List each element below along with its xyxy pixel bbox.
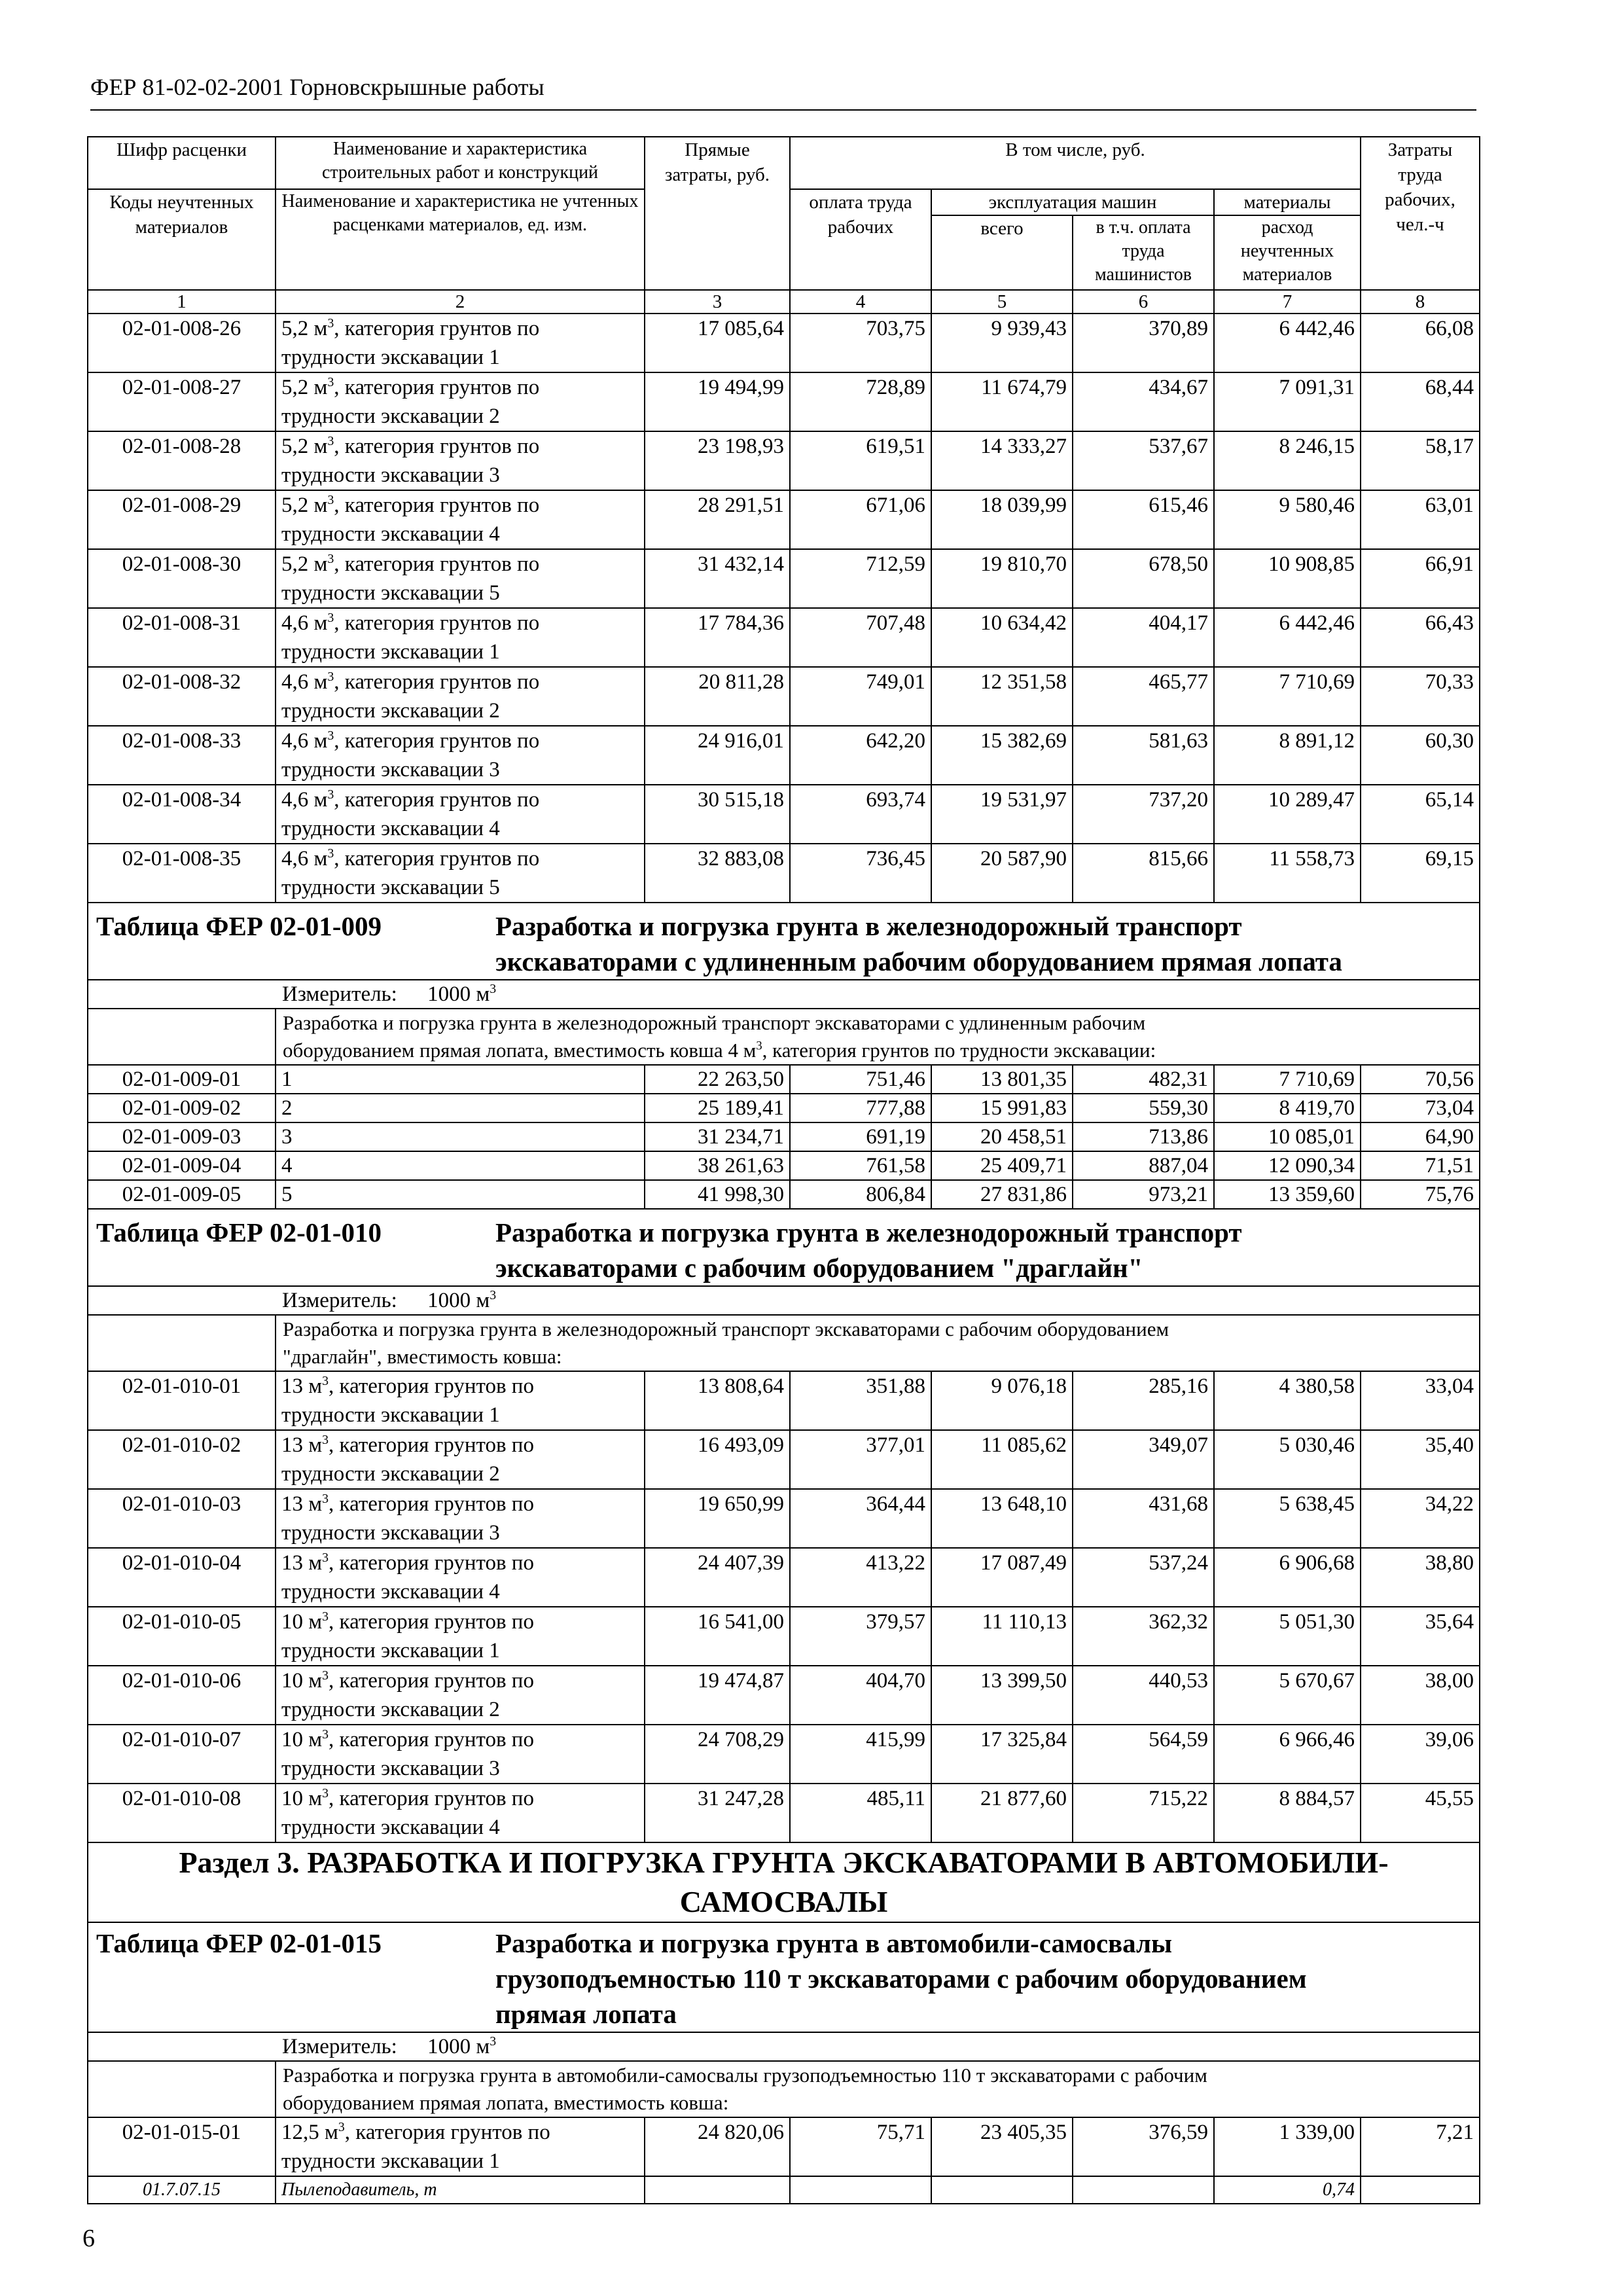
machine-cost: 10 634,42 bbox=[931, 608, 1073, 667]
machinist-pay: 440,53 bbox=[1073, 1666, 1214, 1725]
labor-hours: 66,08 bbox=[1361, 314, 1480, 372]
machinist-pay: 434,67 bbox=[1073, 372, 1214, 431]
labor-pay: 736,45 bbox=[790, 844, 931, 903]
machine-cost: 17 087,49 bbox=[931, 1548, 1073, 1607]
meter-label: Измеритель: bbox=[282, 1289, 397, 1312]
labor-hours: 7,21 bbox=[1361, 2117, 1480, 2176]
col-incl-header: В том числе, руб. bbox=[790, 137, 1361, 189]
labor-pay: 619,51 bbox=[790, 431, 931, 490]
table-row bbox=[88, 1725, 1480, 1784]
labor-hours: 65,14 bbox=[1361, 785, 1480, 844]
labor-hours: 35,40 bbox=[1361, 1430, 1480, 1489]
direct-cost: 17 085,64 bbox=[645, 314, 790, 372]
machinist-pay: 815,66 bbox=[1073, 844, 1214, 903]
table-015-desc: прямая лопата bbox=[495, 1999, 677, 2029]
table-009-desc: Разработка и погрузка грунта в железнодорожный транспорт bbox=[495, 911, 1242, 941]
rate-name: 12,5 $м^3$, категория грунтов по трудности экскавации 1 bbox=[276, 2117, 645, 2176]
resource-qty: 0,74 bbox=[1214, 2176, 1361, 2204]
machinist-pay: 973,21 bbox=[1073, 1180, 1214, 1209]
machinist-pay: 713,86 bbox=[1073, 1122, 1214, 1151]
rate-name: 1 bbox=[276, 1065, 645, 1094]
table-row bbox=[88, 1065, 1480, 1094]
rate-name: 13 $м^3$, категория грунтов по трудности экскавации 1 bbox=[276, 1371, 645, 1430]
column-number: 6 bbox=[1073, 290, 1214, 314]
rate-code: 02-01-010-02 bbox=[88, 1430, 276, 1489]
table-row bbox=[88, 667, 1480, 726]
column-number: 7 bbox=[1214, 290, 1361, 314]
direct-cost: 38 261,63 bbox=[645, 1151, 790, 1180]
materials-cost: 10 085,01 bbox=[1214, 1122, 1361, 1151]
direct-cost: 25 189,41 bbox=[645, 1094, 790, 1122]
materials-cost: 8 891,12 bbox=[1214, 726, 1361, 785]
materials-cost: 6 442,46 bbox=[1214, 608, 1361, 667]
direct-cost: 23 198,93 bbox=[645, 431, 790, 490]
machine-cost: 20 458,51 bbox=[931, 1122, 1073, 1151]
materials-cost: 5 670,67 bbox=[1214, 1666, 1361, 1725]
meter-value: 1000 $м^3$ bbox=[427, 2034, 497, 2058]
section-title: САМОСВАЛЫ bbox=[679, 1885, 888, 1918]
direct-cost: 41 998,30 bbox=[645, 1180, 790, 1209]
direct-cost: 24 916,01 bbox=[645, 726, 790, 785]
col-direct-header: Прямые затраты, руб. bbox=[645, 137, 790, 290]
col-res-name-header: Наименование и характеристика не учтенных расценками материалов, ед. изм. bbox=[276, 189, 645, 290]
labor-pay: 379,57 bbox=[790, 1607, 931, 1666]
intro-text: Разработка и погрузка грунта в автомобили-самосвалы грузоподъемностью 110 т экскаваторами с рабочим bbox=[283, 2064, 1207, 2087]
machine-cost: 18 039,99 bbox=[931, 490, 1073, 549]
direct-cost: 31 432,14 bbox=[645, 549, 790, 608]
machinist-pay: 537,24 bbox=[1073, 1548, 1214, 1607]
header-row-1 bbox=[88, 137, 1480, 189]
table-row bbox=[88, 1666, 1480, 1725]
machinist-pay: 564,59 bbox=[1073, 1725, 1214, 1784]
machinist-pay: 581,63 bbox=[1073, 726, 1214, 785]
direct-cost: 24 708,29 bbox=[645, 1725, 790, 1784]
machine-cost: 13 801,35 bbox=[931, 1065, 1073, 1094]
labor-pay: 351,88 bbox=[790, 1371, 931, 1430]
machine-cost: 21 877,60 bbox=[931, 1784, 1073, 1842]
rate-code: 02-01-008-32 bbox=[88, 667, 276, 726]
machine-cost: 13 399,50 bbox=[931, 1666, 1073, 1725]
labor-hours: 35,64 bbox=[1361, 1607, 1480, 1666]
labor-pay: 671,06 bbox=[790, 490, 931, 549]
rate-code: 02-01-009-04 bbox=[88, 1151, 276, 1180]
meter-label: Измеритель: bbox=[282, 2035, 397, 2058]
rate-code: 02-01-009-02 bbox=[88, 1094, 276, 1122]
rate-code: 02-01-010-01 bbox=[88, 1371, 276, 1430]
table-row bbox=[88, 372, 1480, 431]
machinist-pay: 482,31 bbox=[1073, 1065, 1214, 1094]
col-name-header: Наименование и характеристика строительных работ и конструкций bbox=[276, 137, 645, 189]
machine-cost: 20 587,90 bbox=[931, 844, 1073, 903]
table-row bbox=[88, 1607, 1480, 1666]
col-res-code-header: Коды неучтенных материалов bbox=[88, 189, 276, 290]
materials-cost: 12 090,34 bbox=[1214, 1151, 1361, 1180]
intro-text: "драглайн", вместимость ковша: bbox=[283, 1345, 562, 1368]
labor-pay: 377,01 bbox=[790, 1430, 931, 1489]
rate-code: 02-01-010-05 bbox=[88, 1607, 276, 1666]
rate-code: 02-01-008-27 bbox=[88, 372, 276, 431]
column-number: 1 bbox=[88, 290, 276, 314]
direct-cost: 17 784,36 bbox=[645, 608, 790, 667]
labor-pay: 703,75 bbox=[790, 314, 931, 372]
table-row bbox=[88, 2117, 1480, 2176]
labor-hours: 69,15 bbox=[1361, 844, 1480, 903]
table-015-desc: Разработка и погрузка грунта в автомобили-самосвалы bbox=[495, 1928, 1173, 1958]
rates-table bbox=[87, 136, 1480, 2204]
labor-hours: 66,91 bbox=[1361, 549, 1480, 608]
direct-cost: 19 650,99 bbox=[645, 1489, 790, 1548]
materials-cost: 9 580,46 bbox=[1214, 490, 1361, 549]
materials-cost: 5 638,45 bbox=[1214, 1489, 1361, 1548]
table-row bbox=[88, 549, 1480, 608]
table-009-intro bbox=[88, 1009, 1480, 1065]
rate-code: 02-01-008-31 bbox=[88, 608, 276, 667]
machine-cost: 14 333,27 bbox=[931, 431, 1073, 490]
rate-name: 10 $м^3$, категория грунтов по трудности экскавации 3 bbox=[276, 1725, 645, 1784]
table-row bbox=[88, 844, 1480, 903]
labor-pay: 404,70 bbox=[790, 1666, 931, 1725]
rate-name: 10 $м^3$, категория грунтов по трудности экскавации 1 bbox=[276, 1607, 645, 1666]
direct-cost: 28 291,51 bbox=[645, 490, 790, 549]
page-header: ФЕР 81-02-02-2001 Горновскрышные работы bbox=[90, 74, 544, 100]
machine-cost: 15 991,83 bbox=[931, 1094, 1073, 1122]
header-rule bbox=[90, 109, 1476, 111]
machine-cost: 25 409,71 bbox=[931, 1151, 1073, 1180]
rate-name: 10 $м^3$, категория грунтов по трудности экскавации 2 bbox=[276, 1666, 645, 1725]
machine-cost: 17 325,84 bbox=[931, 1725, 1073, 1784]
column-number: 3 bbox=[645, 290, 790, 314]
materials-cost: 5 051,30 bbox=[1214, 1607, 1361, 1666]
rate-name: 13 $м^3$, категория грунтов по трудности экскавации 3 bbox=[276, 1489, 645, 1548]
labor-pay: 751,46 bbox=[790, 1065, 931, 1094]
labor-hours: 38,80 bbox=[1361, 1548, 1480, 1607]
machine-cost: 11 085,62 bbox=[931, 1430, 1073, 1489]
section-3-heading bbox=[88, 1842, 1480, 1922]
meter-label: Измеритель: bbox=[282, 982, 397, 1006]
materials-cost: 8 246,15 bbox=[1214, 431, 1361, 490]
labor-hours: 34,22 bbox=[1361, 1489, 1480, 1548]
rate-name: 4,6 $м^3$, категория грунтов по трудности экскавации 2 bbox=[276, 667, 645, 726]
labor-pay: 364,44 bbox=[790, 1489, 931, 1548]
labor-hours: 64,90 bbox=[1361, 1122, 1480, 1151]
machinist-pay: 376,59 bbox=[1073, 2117, 1214, 2176]
table-010-name: Таблица ФЕР 02-01-010 bbox=[96, 1217, 382, 1247]
rate-code: 02-01-008-26 bbox=[88, 314, 276, 372]
machine-cost: 19 531,97 bbox=[931, 785, 1073, 844]
labor-pay: 749,01 bbox=[790, 667, 931, 726]
table-015-name: Таблица ФЕР 02-01-015 bbox=[96, 1928, 382, 1958]
materials-cost: 5 030,46 bbox=[1214, 1430, 1361, 1489]
machinist-pay: 559,30 bbox=[1073, 1094, 1214, 1122]
table-009-desc: экскаваторами с удлиненным рабочим оборудованием прямая лопата bbox=[495, 946, 1342, 977]
labor-hours: 63,01 bbox=[1361, 490, 1480, 549]
table-row bbox=[88, 1784, 1480, 1842]
materials-cost: 7 710,69 bbox=[1214, 1065, 1361, 1094]
rate-code: 02-01-008-28 bbox=[88, 431, 276, 490]
rate-code: 02-01-010-07 bbox=[88, 1725, 276, 1784]
table-row bbox=[88, 1489, 1480, 1548]
labor-pay: 712,59 bbox=[790, 549, 931, 608]
machinist-pay: 362,32 bbox=[1073, 1607, 1214, 1666]
table-row bbox=[88, 1151, 1480, 1180]
column-number: 8 bbox=[1361, 290, 1480, 314]
table-010-desc: Разработка и погрузка грунта в железнодорожный транспорт bbox=[495, 1217, 1242, 1247]
rate-code: 02-01-010-04 bbox=[88, 1548, 276, 1607]
rows-009 bbox=[88, 1065, 1480, 1209]
machine-cost: 11 110,13 bbox=[931, 1607, 1073, 1666]
intro-text: оборудованием прямая лопата, вместимость ковша: bbox=[283, 2091, 729, 2114]
col-labor-header: Затраты труда рабочих, чел.-ч bbox=[1361, 137, 1480, 290]
table-015-intro bbox=[88, 2061, 1480, 2117]
labor-hours: 75,76 bbox=[1361, 1180, 1480, 1209]
table-row bbox=[88, 1180, 1480, 1209]
col-mach-pay-header: в т.ч. оплата труда машинистов bbox=[1073, 215, 1214, 290]
labor-pay: 413,22 bbox=[790, 1548, 931, 1607]
labor-hours: 68,44 bbox=[1361, 372, 1480, 431]
labor-pay: 806,84 bbox=[790, 1180, 931, 1209]
col-machines-header: эксплуатация машин bbox=[931, 189, 1214, 215]
column-number: 2 bbox=[276, 290, 645, 314]
materials-cost: 6 966,46 bbox=[1214, 1725, 1361, 1784]
rate-name: 3 bbox=[276, 1122, 645, 1151]
machinist-pay: 887,04 bbox=[1073, 1151, 1214, 1180]
rows-010 bbox=[88, 1371, 1480, 1842]
materials-cost: 10 908,85 bbox=[1214, 549, 1361, 608]
table-015-title bbox=[88, 1922, 1480, 2032]
direct-cost: 20 811,28 bbox=[645, 667, 790, 726]
direct-cost: 31 234,71 bbox=[645, 1122, 790, 1151]
direct-cost: 22 263,50 bbox=[645, 1065, 790, 1094]
machinist-pay: 349,07 bbox=[1073, 1430, 1214, 1489]
labor-hours: 38,00 bbox=[1361, 1666, 1480, 1725]
labor-pay: 728,89 bbox=[790, 372, 931, 431]
direct-cost: 24 407,39 bbox=[645, 1548, 790, 1607]
materials-cost: 7 710,69 bbox=[1214, 667, 1361, 726]
table-row bbox=[88, 431, 1480, 490]
table-010-desc: экскаваторами с рабочим оборудованием "драглайн" bbox=[495, 1253, 1143, 1283]
labor-pay: 761,58 bbox=[790, 1151, 931, 1180]
labor-pay: 691,19 bbox=[790, 1122, 931, 1151]
materials-cost: 7 091,31 bbox=[1214, 372, 1361, 431]
rate-code: 02-01-009-03 bbox=[88, 1122, 276, 1151]
machine-cost: 19 810,70 bbox=[931, 549, 1073, 608]
labor-pay: 707,48 bbox=[790, 608, 931, 667]
rate-code: 02-01-009-05 bbox=[88, 1180, 276, 1209]
machinist-pay: 737,20 bbox=[1073, 785, 1214, 844]
labor-hours: 71,51 bbox=[1361, 1151, 1480, 1180]
machinist-pay: 678,50 bbox=[1073, 549, 1214, 608]
machine-cost: 9 939,43 bbox=[931, 314, 1073, 372]
labor-hours: 70,33 bbox=[1361, 667, 1480, 726]
rate-code: 02-01-010-06 bbox=[88, 1666, 276, 1725]
resource-code: 01.7.07.15 bbox=[88, 2176, 276, 2204]
rate-name: 5,2 $м^3$, категория грунтов по трудности экскавации 2 bbox=[276, 372, 645, 431]
rate-code: 02-01-010-03 bbox=[88, 1489, 276, 1548]
table-row bbox=[88, 608, 1480, 667]
column-numbers-row bbox=[88, 290, 1480, 314]
rate-code: 02-01-008-35 bbox=[88, 844, 276, 903]
labor-pay: 415,99 bbox=[790, 1725, 931, 1784]
labor-hours: 60,30 bbox=[1361, 726, 1480, 785]
direct-cost: 16 493,09 bbox=[645, 1430, 790, 1489]
direct-cost: 31 247,28 bbox=[645, 1784, 790, 1842]
intro-text: оборудованием прямая лопата, вместимость ковша 4 $м^3$, категория грунтов по трудности экскавации: bbox=[283, 1039, 1156, 1062]
table-015-desc: грузоподъемностью 110 т экскаваторами с рабочим оборудованием bbox=[495, 1964, 1307, 1994]
rate-name: 10 $м^3$, категория грунтов по трудности экскавации 4 bbox=[276, 1784, 645, 1842]
rate-name: 5,2 $м^3$, категория грунтов по трудности экскавации 1 bbox=[276, 314, 645, 372]
materials-cost: 1 339,00 bbox=[1214, 2117, 1361, 2176]
page-number: 6 bbox=[82, 2225, 95, 2252]
labor-hours: 45,55 bbox=[1361, 1784, 1480, 1842]
intro-text: Разработка и погрузка грунта в железнодорожный транспорт экскаваторами с рабочим оборудованием bbox=[283, 1318, 1169, 1340]
rate-name: 4,6 $м^3$, категория грунтов по трудности экскавации 4 bbox=[276, 785, 645, 844]
machinist-pay: 431,68 bbox=[1073, 1489, 1214, 1548]
materials-cost: 10 289,47 bbox=[1214, 785, 1361, 844]
table-row bbox=[88, 1122, 1480, 1151]
direct-cost: 19 494,99 bbox=[645, 372, 790, 431]
machinist-pay: 537,67 bbox=[1073, 431, 1214, 490]
materials-cost: 4 380,58 bbox=[1214, 1371, 1361, 1430]
machine-cost: 9 076,18 bbox=[931, 1371, 1073, 1430]
rate-code: 02-01-008-34 bbox=[88, 785, 276, 844]
table-row bbox=[88, 1094, 1480, 1122]
labor-hours: 33,04 bbox=[1361, 1371, 1480, 1430]
column-number: 5 bbox=[931, 290, 1073, 314]
rate-name: 4,6 $м^3$, категория грунтов по трудности экскавации 5 bbox=[276, 844, 645, 903]
machinist-pay: 285,16 bbox=[1073, 1371, 1214, 1430]
machinist-pay: 465,77 bbox=[1073, 667, 1214, 726]
machine-cost: 13 648,10 bbox=[931, 1489, 1073, 1548]
machinist-pay: 715,22 bbox=[1073, 1784, 1214, 1842]
section-title: Раздел 3. РАЗРАБОТКА И ПОГРУЗКА ГРУНТА ЭКСКАВАТОРАМИ В АВТОМОБИЛИ- bbox=[179, 1846, 1389, 1879]
rate-name: 13 $м^3$, категория грунтов по трудности экскавации 2 bbox=[276, 1430, 645, 1489]
labor-pay: 642,20 bbox=[790, 726, 931, 785]
labor-pay: 485,11 bbox=[790, 1784, 931, 1842]
rate-name: 2 bbox=[276, 1094, 645, 1122]
table-row bbox=[88, 490, 1480, 549]
table-010-intro bbox=[88, 1315, 1480, 1371]
rate-code: 02-01-008-30 bbox=[88, 549, 276, 608]
rows-008 bbox=[88, 314, 1480, 903]
col-materials-header: материалы bbox=[1214, 189, 1361, 215]
meter-value: 1000 $м^3$ bbox=[427, 1288, 497, 1312]
direct-cost: 24 820,06 bbox=[645, 2117, 790, 2176]
col-labor-pay-header: оплата труда рабочих bbox=[790, 189, 931, 290]
rate-name: 5,2 $м^3$, категория грунтов по трудности экскавации 3 bbox=[276, 431, 645, 490]
rate-name: 4,6 $м^3$, категория грунтов по трудности экскавации 1 bbox=[276, 608, 645, 667]
materials-cost: 8 419,70 bbox=[1214, 1094, 1361, 1122]
col-code-header: Шифр расценки bbox=[88, 137, 276, 189]
machinist-pay: 615,46 bbox=[1073, 490, 1214, 549]
intro-text: Разработка и погрузка грунта в железнодорожный транспорт экскаваторами с удлиненным рабочим bbox=[283, 1011, 1146, 1034]
table-row bbox=[88, 785, 1480, 844]
rate-code: 02-01-008-33 bbox=[88, 726, 276, 785]
labor-hours: 70,56 bbox=[1361, 1065, 1480, 1094]
materials-cost: 8 884,57 bbox=[1214, 1784, 1361, 1842]
materials-cost: 13 359,60 bbox=[1214, 1180, 1361, 1209]
rate-code: 02-01-008-29 bbox=[88, 490, 276, 549]
labor-hours: 39,06 bbox=[1361, 1725, 1480, 1784]
rate-name: 4,6 $м^3$, категория грунтов по трудности экскавации 3 bbox=[276, 726, 645, 785]
machine-cost: 15 382,69 bbox=[931, 726, 1073, 785]
rate-name: 13 $м^3$, категория грунтов по трудности экскавации 4 bbox=[276, 1548, 645, 1607]
machine-cost: 11 674,79 bbox=[931, 372, 1073, 431]
resource-row bbox=[88, 2176, 1480, 2204]
direct-cost: 32 883,08 bbox=[645, 844, 790, 903]
direct-cost: 30 515,18 bbox=[645, 785, 790, 844]
direct-cost: 19 474,87 bbox=[645, 1666, 790, 1725]
resource-name: Пылеподавитель, т bbox=[276, 2176, 645, 2204]
meter-value: 1000 $м^3$ bbox=[427, 982, 497, 1006]
col-mach-total-header: всего bbox=[931, 215, 1073, 290]
labor-pay: 693,74 bbox=[790, 785, 931, 844]
machinist-pay: 404,17 bbox=[1073, 608, 1214, 667]
table-row bbox=[88, 1371, 1480, 1430]
col-mat-uncounted-header: расход неучтенных материалов bbox=[1214, 215, 1361, 290]
table-010-title bbox=[88, 1209, 1480, 1286]
direct-cost: 16 541,00 bbox=[645, 1607, 790, 1666]
labor-hours: 66,43 bbox=[1361, 608, 1480, 667]
rate-name: 5,2 $м^3$, категория грунтов по трудности экскавации 5 bbox=[276, 549, 645, 608]
rate-code: 02-01-015-01 bbox=[88, 2117, 276, 2176]
materials-cost: 11 558,73 bbox=[1214, 844, 1361, 903]
table-009-meter bbox=[88, 980, 1480, 1009]
table-row bbox=[88, 1430, 1480, 1489]
labor-hours: 73,04 bbox=[1361, 1094, 1480, 1122]
rate-code: 02-01-010-08 bbox=[88, 1784, 276, 1842]
labor-hours: 58,17 bbox=[1361, 431, 1480, 490]
table-row bbox=[88, 726, 1480, 785]
rate-name: 5 bbox=[276, 1180, 645, 1209]
machine-cost: 27 831,86 bbox=[931, 1180, 1073, 1209]
labor-pay: 75,71 bbox=[790, 2117, 931, 2176]
rate-name: 5,2 $м^3$, категория грунтов по трудности экскавации 4 bbox=[276, 490, 645, 549]
direct-cost: 13 808,64 bbox=[645, 1371, 790, 1430]
labor-pay: 777,88 bbox=[790, 1094, 931, 1122]
materials-cost: 6 906,68 bbox=[1214, 1548, 1361, 1607]
materials-cost: 6 442,46 bbox=[1214, 314, 1361, 372]
table-010-meter bbox=[88, 1286, 1480, 1315]
machine-cost: 23 405,35 bbox=[931, 2117, 1073, 2176]
column-number: 4 bbox=[790, 290, 931, 314]
machinist-pay: 370,89 bbox=[1073, 314, 1214, 372]
table-009-title bbox=[88, 903, 1480, 980]
table-row bbox=[88, 1548, 1480, 1607]
rate-name: 4 bbox=[276, 1151, 645, 1180]
rate-code: 02-01-009-01 bbox=[88, 1065, 276, 1094]
machine-cost: 12 351,58 bbox=[931, 667, 1073, 726]
table-row bbox=[88, 314, 1480, 372]
table-015-meter bbox=[88, 2032, 1480, 2061]
table-009-name: Таблица ФЕР 02-01-009 bbox=[96, 911, 382, 941]
